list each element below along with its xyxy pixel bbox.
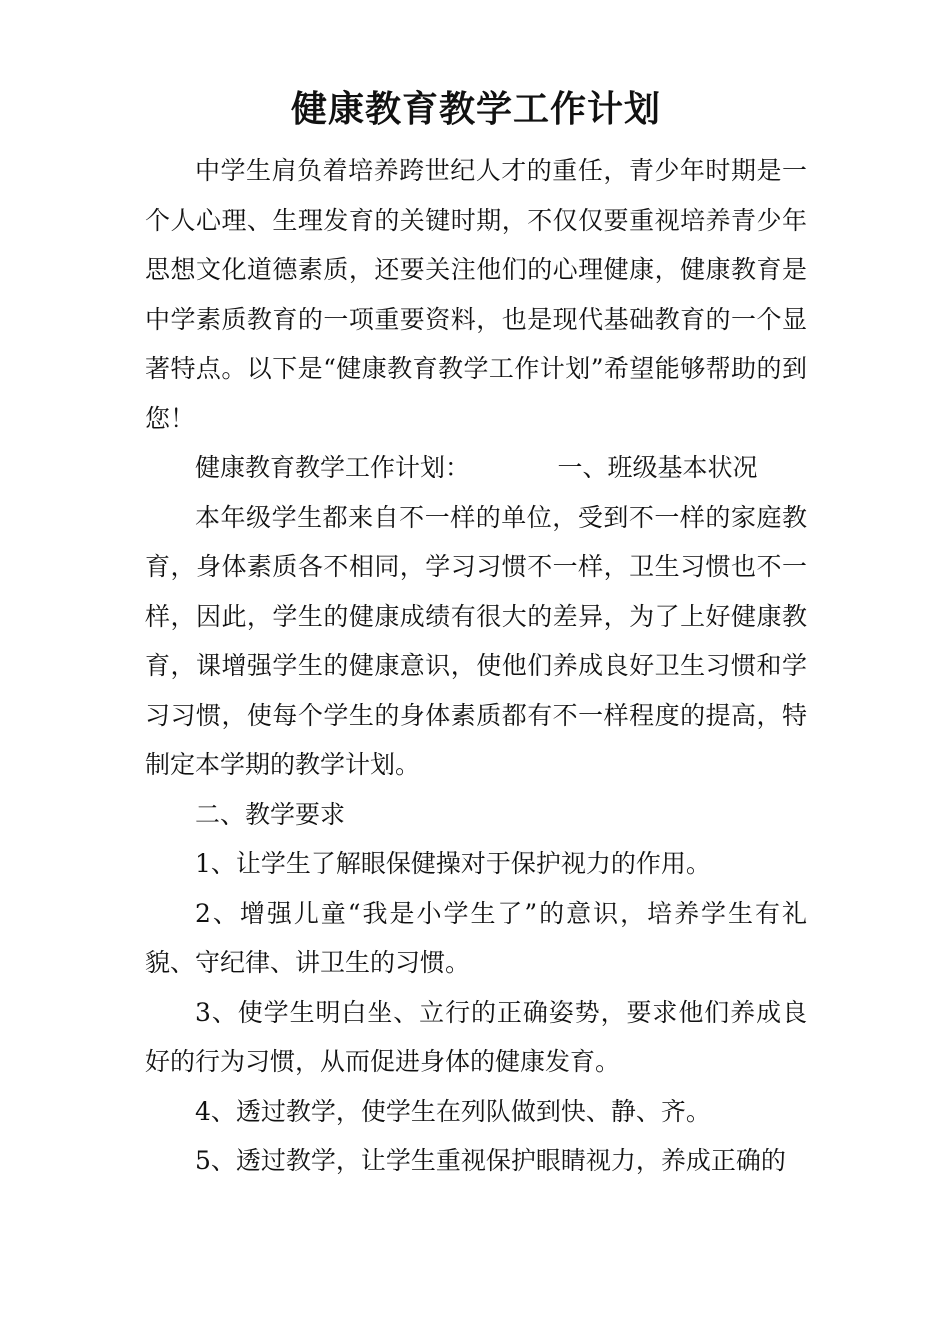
class-status-paragraph: 本年级学生都来自不一样的单位，受到不一样的家庭教育，身体素质各不相同，学习习惯不一样，卫生习惯也不一样，因此，学生的健康成绩有很大的差异，为了上好健康教育，课增强学生的健康意识，使他们养成良好卫生习惯和学习习惯，使每个学生的身体素质都有不一样程度的提高，特制定本学期的教学计划。: [145, 502, 807, 779]
document-title: 健康教育教学工作计划: [290, 89, 661, 130]
section-heading-teaching-requirements: 二、教学要求: [195, 799, 346, 829]
requirement-item-5: 5、透过教学，让学生重视保护眼睛视力，养成正确的: [195, 1146, 786, 1175]
requirement-item-4: 4、透过教学，使学生在列队做到快、静、齐。: [195, 1096, 711, 1126]
intro-paragraph: 中学生肩负着培养跨世纪人才的重任，青少年时期是一个人心理、生理发育的关键时期，不仅仅要重视培养青少年思想文化道德素质，还要关注他们的心理健康，健康教育是中学素质教育的一项重要资料，也是现代基础教育的一个显著特点。以下是“健康教育教学工作计划”希望能够帮助的到您！: [145, 156, 807, 433]
requirement-item-2: 2、增强儿童“我是小学生了”的意识，培养学生有礼貌、守纪律、讲卫生的习惯。: [145, 898, 807, 977]
section-heading-class-status: 健康教育教学工作计划： 一、班级基本状况: [195, 453, 758, 482]
requirement-item-3: 3、使学生明白坐、立行的正确姿势，要求他们养成良好的行为习惯，从而促进身体的健康发育。: [145, 997, 807, 1076]
requirement-item-1: 1、让学生了解眼保健操对于保护视力的作用。: [195, 849, 711, 878]
